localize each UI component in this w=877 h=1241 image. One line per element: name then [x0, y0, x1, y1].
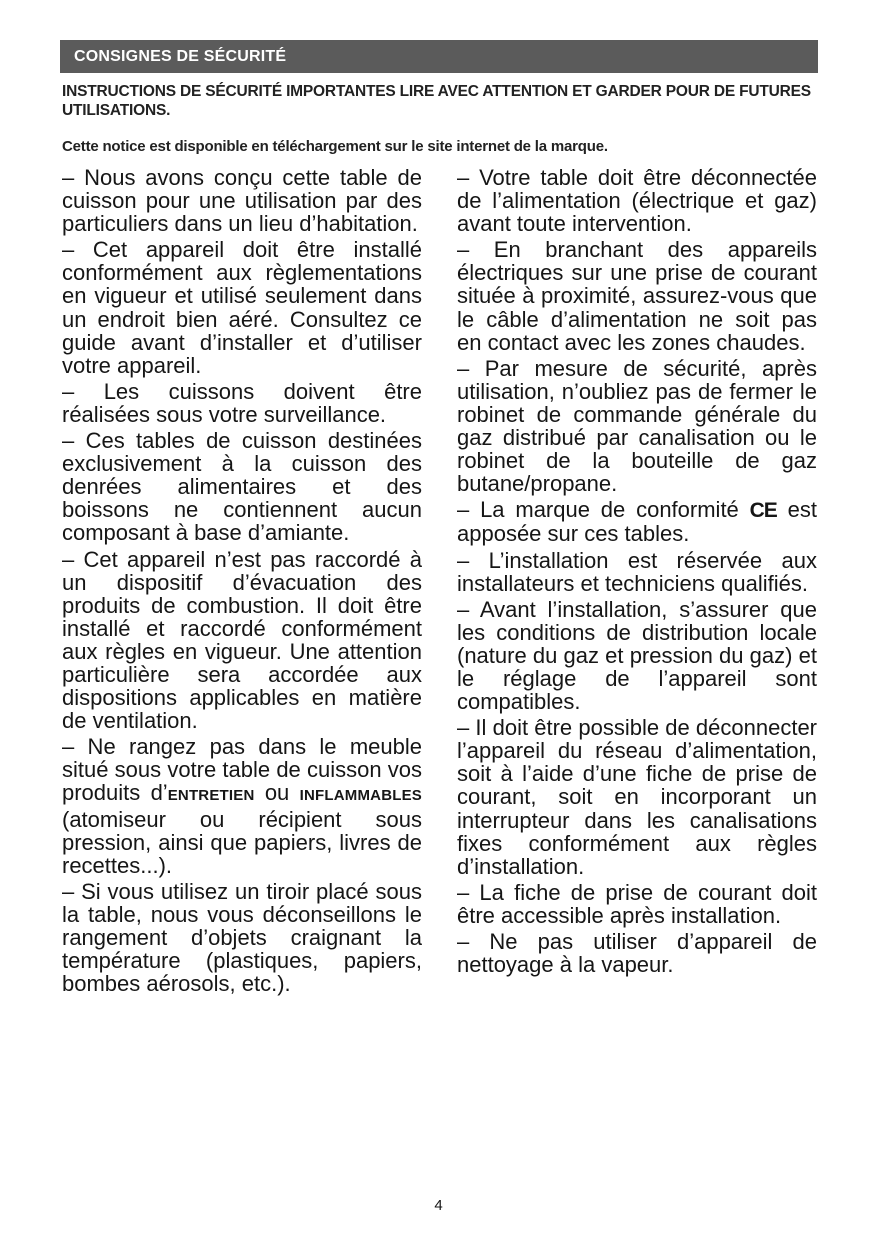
- storage-text-middle: ou: [254, 780, 300, 806]
- important-instructions: INSTRUCTIONS DE SÉCURITÉ IMPORTANTES LIRE AVEC ATTENTION ET GARDER POUR DE FUTURES UTILISATIONS.: [62, 83, 811, 119]
- safety-paragraph: – Cet appareil n’est pas raccordé à un dispositif d’évacuation des produits de combustion. Il doit être installé et raccordé conformément aux règles en vigueur. Une attention particulière sera accordée aux dispositions applicables en matière de ventilation.: [62, 546, 422, 734]
- maintenance-word: ENTRETIEN: [167, 787, 255, 805]
- section-title-bar: [60, 40, 818, 73]
- flammable-word: INFLAMMABLES: [299, 787, 422, 805]
- safety-paragraph: – La fiche de prise de courant doit être accessible après installation.: [457, 879, 817, 928]
- safety-paragraph-storage: [62, 735, 422, 877]
- ce-text-after: est apposée sur ces tables.: [457, 497, 817, 547]
- safety-paragraph: – Nous avons conçu cette table de cuisson pour une utilisation par des particuliers dans un lieu d’habitation.: [62, 165, 422, 237]
- safety-paragraph: – Ne pas utiliser d’appareil de nettoyage à la vapeur.: [457, 929, 817, 978]
- storage-text-after: (atomiseur ou récipient sous pression, ainsi que papiers, livres de recettes...).: [62, 806, 422, 878]
- ce-text-before: – La marque de conformité: [457, 497, 750, 523]
- safety-paragraph: – Votre table doit être déconnectée de l’alimentation (électrique et gaz) avant toute intervention.: [457, 165, 817, 237]
- safety-paragraph: – Cet appareil doit être installé conformément aux règlementations en vigueur et utilisé seulement dans un endroit bien aéré. Consultez ce guide avant d’installer et d’utiliser votre appareil.: [62, 237, 422, 378]
- storage-text-before: – Ne rangez pas dans le meuble situé sous votre table de cuisson vos produits d’: [62, 734, 422, 806]
- safety-paragraph-ce: [457, 498, 817, 545]
- section-title: CONSIGNES DE SÉCURITÉ: [74, 48, 287, 65]
- safety-paragraph: – En branchant des appareils électriques sur une prise de courant située à proximité, assurez-vous que le câble d’alimentation ne soit pas en contact avec les zones chaudes.: [457, 237, 817, 355]
- safety-paragraph: – Avant l’installation, s’assurer que les conditions de distribution locale (nature du gaz et pression du gaz) et le réglage de l’appareil sont compatibles.: [457, 596, 817, 715]
- safety-paragraph: – Ces tables de cuisson destinées exclusivement à la cuisson des denrées alimentaires et des boissons ne contiennent aucun composant à base d’amiante.: [62, 428, 422, 546]
- safety-paragraph: – Par mesure de sécurité, après utilisation, n’oubliez pas de fermer le robinet de commande générale du gaz distribué par canalisation ou le robinet de la bouteille de gaz butane/propane.: [457, 355, 817, 497]
- right-column: [457, 166, 817, 979]
- left-column: [62, 166, 422, 998]
- safety-paragraph: – L’installation est réservée aux installateurs et techniciens qualifiés.: [457, 547, 817, 596]
- safety-paragraph: – Il doit être possible de déconnecter l’appareil du réseau d’alimentation, soit à l’aide d’une fiche de prise de courant, soit en incorporant un interrupteur dans les canalisations fixes conformément aux règles d’installation.: [457, 715, 817, 879]
- safety-paragraph: – Si vous utilisez un tiroir placé sous la table, nous vous déconseillons le rangement d’objets craignant la température (plastiques, papiers, bombes aérosols, etc.).: [62, 878, 422, 997]
- download-note: Cette notice est disponible en téléchargement sur le site internet de la marque.: [62, 138, 608, 155]
- page-number: 4: [434, 1197, 443, 1214]
- safety-paragraph: – Les cuissons doivent être réalisées sous votre surveillance.: [62, 378, 422, 427]
- ce-mark: CE: [749, 499, 777, 523]
